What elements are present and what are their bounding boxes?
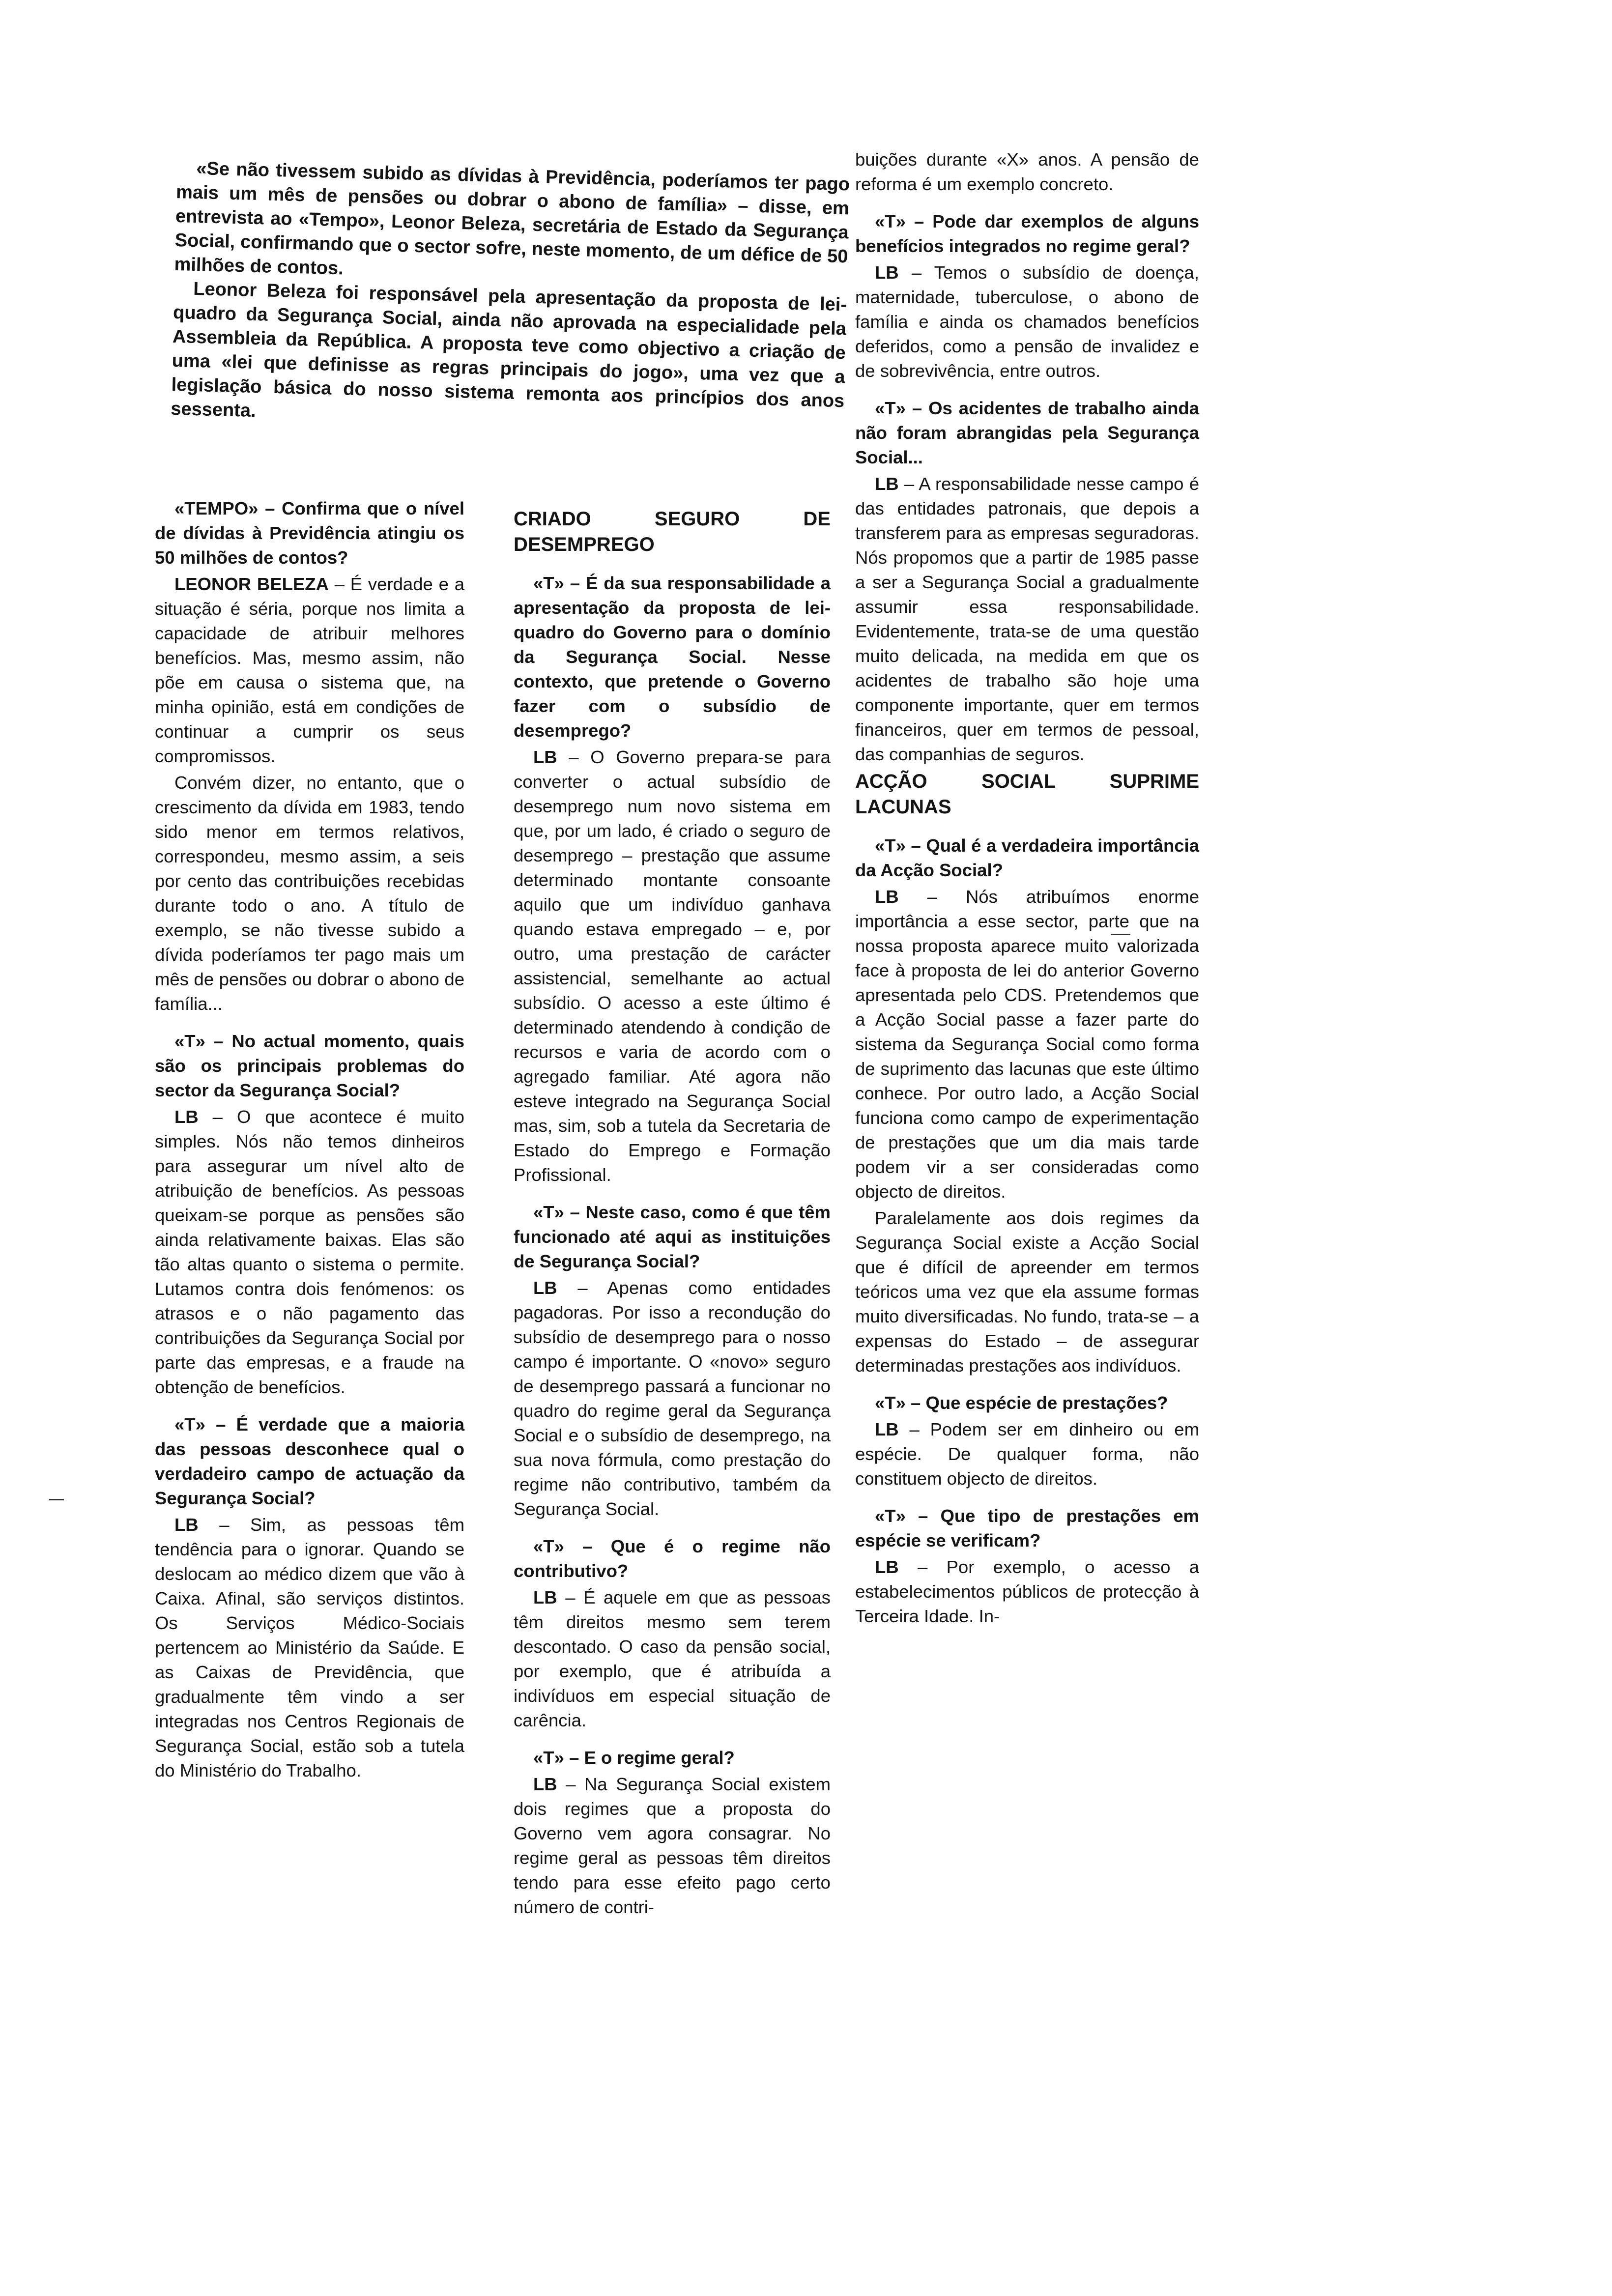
speaker-label: LB	[875, 1419, 899, 1439]
answer-text: – É verdade e a situação é séria, porque nos limita a capacidade de atribuir melhores benefícios. Mas, mesmo assim, não põe em causa o sistema que, na minha opinião, está em condições de continuar a cumprir os seus compromissos.	[155, 574, 464, 766]
interview-question: «T» – Pode dar exemplos de alguns benefícios integrados no regime geral?	[855, 211, 1199, 256]
answer-text: – Por exemplo, o acesso a estabelecimentos públicos de protecção à Terceira Idade. In-	[855, 1557, 1199, 1626]
section-heading: ACÇÃO SOCIAL SUPRIME LACUNAS	[855, 771, 1199, 818]
speaker-label: LB	[875, 262, 899, 283]
answer-text: – Sim, as pessoas têm tendência para o ignorar. Quando se deslocam ao médico dizem que vão à Caixa. Afinal, são serviços distintos. Os Serviços Médico-Sociais pertencem ao Ministério da Saúde. E as Caixas de Previdência, que gradualmente têm vindo a ser integradas nos Centros Regionais de Segurança Social, estão sob a tutela do Ministério do Trabalho.	[155, 1515, 464, 1780]
speaker-label: LEONOR BELEZA	[174, 574, 329, 594]
interview-question: «T» – Neste caso, como é que têm funcionado até aqui as instituições de Segurança Social?	[514, 1202, 831, 1271]
answer-text: – Apenas como entidades pagadoras. Por isso a recondução do subsídio de desemprego para o nosso campo é importante. O «novo» seguro de desemprego passará a funcionar no quadro do regime geral da Segurança Social e o subsídio de desemprego, na sua nova fórmula, como prestação do regime não contributivo, também da Segurança Social.	[514, 1278, 831, 1519]
body-paragraph: Paralelamente aos dois regimes da Segurança Social existe a Acção Social que é difícil de apreender em termos teóricos uma vez que ela assume formas muito diversificadas. No fundo, trata-se – a expensas do Estado – de assegurar determinadas prestações aos indivíduos.	[855, 1208, 1199, 1376]
body-paragraph: buições durante «X» anos. A pensão de reforma é um exemplo concreto.	[855, 149, 1199, 194]
interview-answer	[855, 260, 1199, 383]
lead-paragraph: Leonor Beleza foi responsável pela apresentação da proposta de lei-quadro da Segurança Social, ainda não aprovada na especialidade pela Assembleia da República. A proposta teve como objectivo a criação de uma «lei que definisse as regras principais do jogo», uma vez que a legislação básica do nosso sistema remonta aos princípios dos anos sessenta.	[170, 278, 847, 422]
interview-question: «T» – Que espécie de prestações?	[875, 1393, 1168, 1413]
speaker-label: LB	[875, 1557, 899, 1577]
column-3	[855, 147, 1199, 1631]
interview-answer	[855, 472, 1199, 767]
article-lead	[171, 156, 850, 437]
section-heading: CRIADO SEGURO DE DESEMPREGO	[514, 508, 831, 555]
interview-answer	[514, 1772, 831, 1920]
column-1	[155, 496, 464, 1785]
answer-text: – É aquele em que as pessoas têm direitos mesmo sem terem descontado. O caso da pensão social, por exemplo, que é atribuída a indivíduos em especial situação de carência.	[514, 1587, 831, 1730]
interview-answer	[514, 1585, 831, 1733]
speaker-label: LB	[533, 1774, 557, 1794]
body-paragraph: Convém dizer, no entanto, que o crescimento da dívida em 1983, tendo sido menor em termos relativos, correspondeu, mesmo assim, a seis por cento das contribuições recebidas durante todo o ano. A título de exemplo, se não tivesse subido a dívida poderíamos ter pago mais um mês de pensões ou dobrar o abono de família...	[155, 773, 464, 1014]
answer-text: – Na Segurança Social existem dois regimes que a proposta do Governo vem agora consagrar. No regime geral as pessoas têm direitos tendo para esse efeito pago certo número de contri-	[514, 1774, 831, 1917]
interview-answer	[855, 885, 1199, 1204]
interview-answer	[155, 572, 464, 769]
speaker-label: LB	[174, 1515, 199, 1535]
speaker-label: LB	[533, 747, 557, 767]
answer-text: – O que acontece é muito simples. Nós não temos dinheiros para assegurar um nível alto de atribuição de benefícios. As pessoas queixam-se porque as pensões são ainda relativamente baixas. Elas são tão altas quanto o sistema o permite. Lutamos contra dois fenómenos: os atrasos e o não pagamento das contribuições da Segurança Social por parte das empresas, e a fraude na obtenção de benefícios.	[155, 1107, 464, 1397]
print-mark	[49, 1499, 64, 1500]
interview-question: «T» – No actual momento, quais são os principais problemas do sector da Segurança Social?	[155, 1031, 464, 1100]
answer-text: – Podem ser em dinheiro ou em espécie. De qualquer forma, não constituem objecto de direitos.	[855, 1419, 1199, 1489]
answer-text: – Temos o subsídio de doença, maternidade, tuberculose, o abono de família e ainda os chamados benefícios deferidos, como a pensão de invalidez e de sobrevivência, entre outros.	[855, 262, 1199, 381]
interview-question: «T» – Qual é a verdadeira importância da Acção Social?	[855, 835, 1199, 880]
interview-question: «T» – Os acidentes de trabalho ainda não foram abrangidas pela Segurança Social...	[855, 398, 1199, 467]
speaker-label: LB	[533, 1278, 557, 1298]
interview-answer	[514, 1276, 831, 1521]
interview-question: «T» – Que é o regime não contributivo?	[514, 1536, 831, 1581]
interview-answer	[514, 745, 831, 1187]
interview-question: «T» – Que tipo de prestações em espécie se verificam?	[855, 1506, 1199, 1550]
interview-answer	[855, 1555, 1199, 1629]
interview-question: «T» – É verdade que a maioria das pessoas desconhece qual o verdadeiro campo de actuação da Segurança Social?	[155, 1414, 464, 1508]
column-2	[514, 506, 831, 1922]
speaker-label: LB	[533, 1587, 557, 1607]
answer-text: – Nós atribuímos enorme importância a esse sector, parte que na nossa proposta aparece muito valorizada face à proposta de lei do anterior Governo apresentada pelo CDS. Pretendemos que a Acção Social passe a fazer parte do sistema da Segurança Social como forma de suprimento das lacunas que este último conhece. Por outro lado, a Acção Social funciona como campo de experimentação de prestações que um dia mais tarde podem vir a ser consideradas como objecto de direitos.	[855, 887, 1199, 1202]
lead-paragraph: «Se não tivessem subido as dívidas à Previdência, poderíamos ter pago mais um mês de pensões ou dobrar o abono de família» – disse, em entrevista ao «Tempo», Leonor Beleza, secretária de Estado da Segurança Social, confirmando que o sector sofre, neste momento, de um défice de 50 milhões de contos.	[174, 158, 850, 279]
answer-text: – A responsabilidade nesse campo é das entidades patronais, que depois a transferem para as empresas seguradoras. Nós propomos que a partir de 1985 passe a ser a Segurança Social a gradualmente assumir essa responsabilidade. Evidentemente, trata-se de uma questão muito delicada, na medida em que os acidentes de trabalho são hoje uma componente importante, quer em termos financeiros, quer em termos de pessoal, das companhias de seguros.	[855, 474, 1199, 764]
print-mark	[1111, 934, 1130, 935]
answer-text: – O Governo prepara-se para converter o actual subsídio de desemprego num novo sistema em que, por um lado, é criado o seguro de desemprego – prestação que assume determinado montante consoante aquilo que um indivíduo ganhava quando estava empregado – e, por outro, uma prestação de carácter assistencial, semelhante ao actual subsídio. O acesso a este último é determinado atendendo à condição de recursos e varia de acordo com o agregado familiar. Até agora não esteve integrado na Segurança Social mas, sim, sob a tutela da Secretaria de Estado do Emprego e Formação Profissional.	[514, 747, 831, 1185]
interview-answer	[155, 1513, 464, 1783]
interview-question: «T» – E o regime geral?	[533, 1748, 735, 1768]
speaker-label: LB	[174, 1107, 199, 1127]
interview-answer	[155, 1105, 464, 1400]
speaker-label: LB	[875, 474, 899, 494]
speaker-label: LB	[875, 887, 899, 907]
interview-question: «T» – É da sua responsabilidade a apresentação da proposta de lei-quadro do Governo para o domínio da Segurança Social. Nesse contexto, que pretende o Governo fazer com o subsídio de desemprego?	[514, 573, 831, 741]
interview-answer	[855, 1417, 1199, 1491]
interview-question: «TEMPO» – Confirma que o nível de dívidas à Previdência atingiu os 50 milhões de contos?	[155, 498, 464, 568]
